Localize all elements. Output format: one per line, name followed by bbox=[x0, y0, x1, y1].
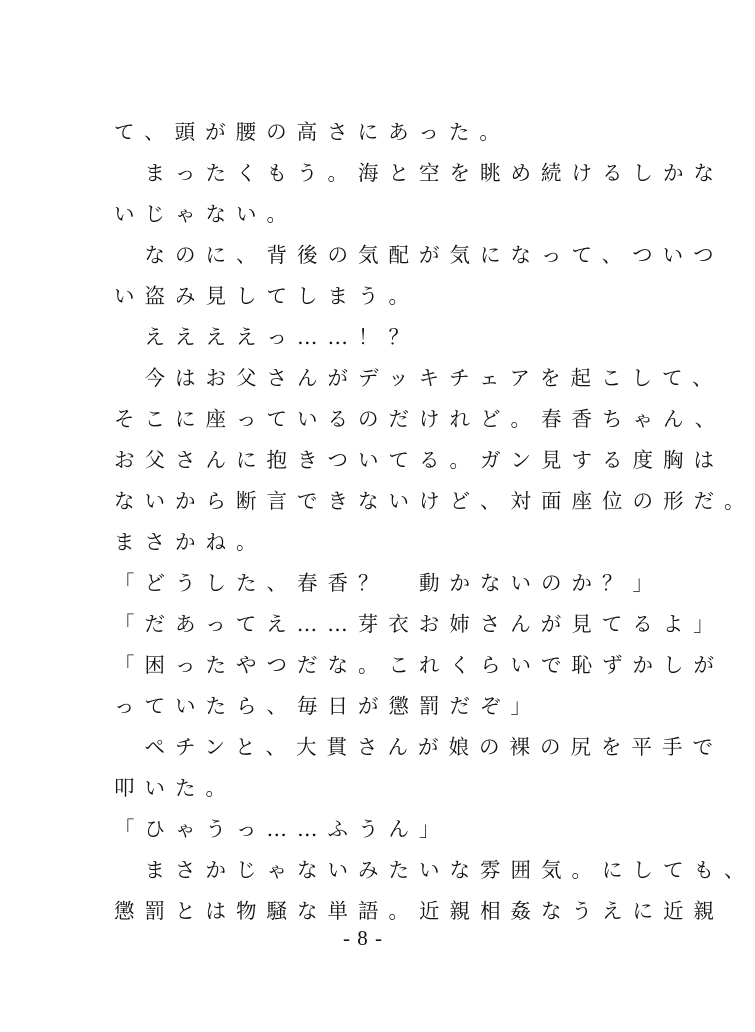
text-line: ええええっ……！？ bbox=[114, 325, 419, 349]
text-line: 「だあってえ……芽衣お姉さんが見てるよ」 bbox=[114, 612, 724, 636]
text-line: いじゃない。 bbox=[114, 202, 297, 226]
text-line: 今はお父さんがデッキチェアを起こして、 bbox=[114, 366, 723, 390]
text-line: ペチンと、大貫さんが娘の裸の尻を平手で bbox=[114, 735, 723, 759]
text-line: まさかじゃないみたいな雰囲気。にしても、 bbox=[114, 858, 755, 882]
text-line: 叩いた。 bbox=[114, 776, 236, 800]
text-line: お父さんに抱きついてる。ガン見する度胸は bbox=[114, 448, 724, 472]
text-line: 懲罰とは物騒な単語。近親相姦なうえに近親 bbox=[114, 899, 724, 923]
text-line: ないから断言できないけど、対面座位の形だ。 bbox=[114, 489, 755, 513]
body-text bbox=[114, 112, 755, 932]
text-line: まったくもう。海と空を眺め続けるしかな bbox=[114, 161, 724, 185]
text-line: て、頭が腰の高さにあった。 bbox=[114, 120, 510, 144]
text-line: っていたら、毎日が懲罰だぞ」 bbox=[114, 694, 541, 718]
text-line: そこに座っているのだけれど。春香ちゃん、 bbox=[114, 407, 726, 431]
text-line: まさかね。 bbox=[114, 530, 267, 554]
text-line: い盗み見してしまう。 bbox=[114, 284, 419, 308]
text-line: なのに、背後の気配が気になって、ついつ bbox=[114, 243, 724, 267]
text-line: 「ひゃうっ……ふうん」 bbox=[114, 817, 450, 841]
text-line: 「どうした、春香？ 動かないのか？」 bbox=[114, 571, 663, 595]
page-number: - 8 - bbox=[343, 926, 383, 950]
text-line: 「困ったやつだな。これくらいで恥ずかしが bbox=[114, 653, 724, 677]
